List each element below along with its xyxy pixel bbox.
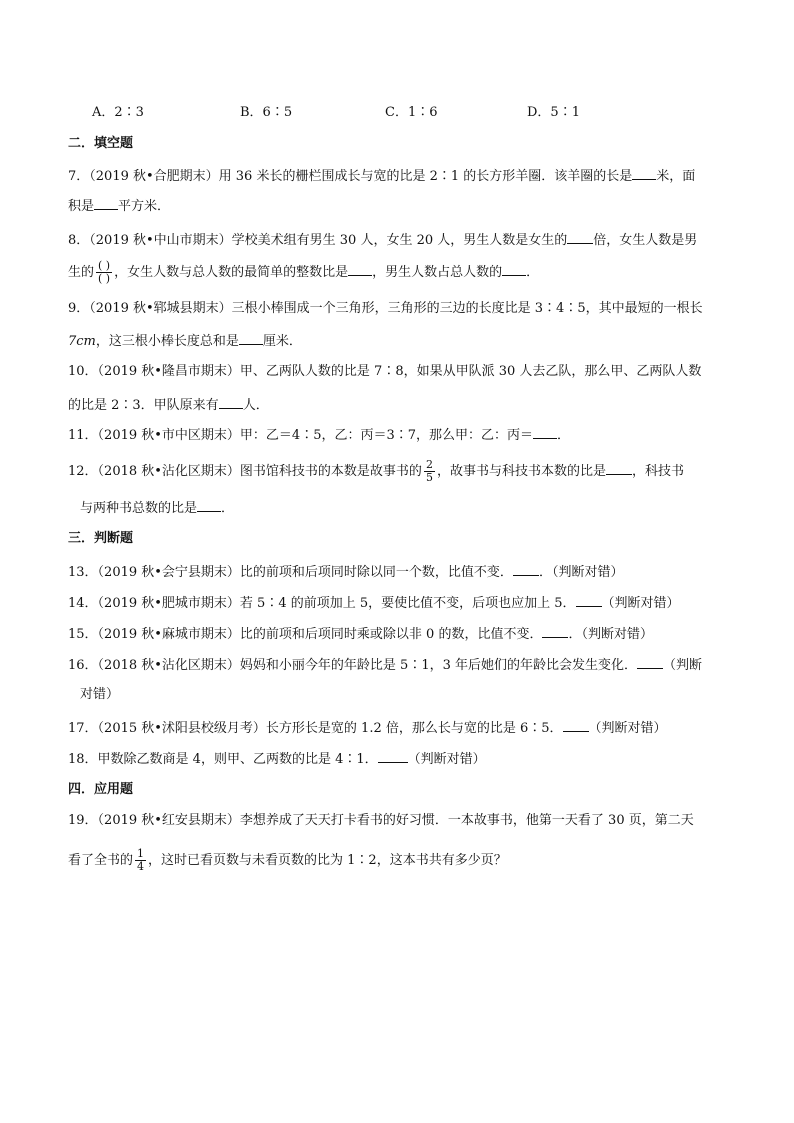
section-fill-heading: 二．填空题 bbox=[68, 136, 134, 151]
question-15 bbox=[68, 623, 653, 645]
q10-text-3: 人． bbox=[242, 398, 269, 413]
q9-text-3: 厘米． bbox=[262, 334, 302, 349]
q15-text: 15．（2019 秋•麻城市期末）比的前项和后项同时乘或除以非 0 的数，比值不变． bbox=[68, 627, 543, 642]
q11-text-2: ． bbox=[557, 428, 571, 443]
q19-text-2: 看了全书的 bbox=[68, 853, 134, 868]
fraction-denominator: 4 bbox=[137, 860, 145, 873]
q9-length: 7cm bbox=[68, 334, 96, 349]
q14-suffix: （判断对错） bbox=[601, 596, 680, 611]
answer-blank[interactable] bbox=[576, 592, 602, 607]
fraction-denominator: 5 bbox=[425, 471, 433, 484]
q12-text-1: 12．（2018 秋•沾化区期末）图书馆科技书的本数是故事书的 bbox=[68, 464, 422, 479]
question-8-line-2 bbox=[68, 260, 539, 285]
q19-text-3: ，这时已看页数与未看页数的比为 1∶2，这本书共有多少页？ bbox=[148, 853, 507, 868]
q12-text-5: ． bbox=[221, 501, 235, 516]
answer-blank[interactable] bbox=[94, 195, 118, 210]
question-16-line-1 bbox=[68, 654, 702, 676]
question-9-line-2 bbox=[68, 330, 302, 352]
section-judge-heading: 三．判断题 bbox=[68, 531, 134, 546]
answer-blank[interactable] bbox=[563, 717, 589, 732]
q8-text-3: 生的 bbox=[68, 265, 95, 280]
q8-text-2: 倍，女生人数是男 bbox=[593, 233, 698, 248]
answer-blank[interactable] bbox=[632, 165, 656, 180]
option-a: A．2∶3 bbox=[92, 105, 144, 120]
q12-text-3: ，科技书 bbox=[631, 464, 684, 479]
answer-blank[interactable] bbox=[533, 424, 557, 439]
fraction-denominator: ( ) bbox=[98, 272, 111, 285]
q12-text-4: 与两种书总数的比是 bbox=[80, 501, 198, 516]
q16-suffix: （判断 bbox=[663, 658, 703, 673]
q18-text: 18．甲数除乙数商是 4，则甲、乙两数的比是 4∶1． bbox=[68, 752, 378, 767]
question-18 bbox=[68, 748, 486, 770]
question-16-line-2: 对错） bbox=[80, 687, 120, 702]
question-11 bbox=[68, 424, 570, 446]
option-c: C．1∶6 bbox=[385, 105, 438, 120]
q12-text-2: ，故事书与科技书本数的比是 bbox=[436, 464, 606, 479]
section-apply-heading: 四．应用题 bbox=[68, 782, 134, 797]
question-17 bbox=[68, 717, 667, 739]
question-19-line-1: 19．（2019 秋•红安县期末）李想养成了天天打卡看书的好习惯．一本故事书，他第一天看了 30 页，第二天 bbox=[68, 813, 694, 828]
question-7-line-1 bbox=[68, 165, 695, 187]
fraction-numerator: 2 bbox=[425, 458, 433, 471]
answer-blank[interactable] bbox=[502, 261, 526, 276]
q7-text-2: 米，面 bbox=[656, 169, 696, 184]
option-b: B．6∶5 bbox=[240, 105, 293, 120]
question-8-line-1 bbox=[68, 229, 697, 251]
q13-suffix: ．（判断对错） bbox=[538, 565, 624, 580]
fraction-one-quarter bbox=[135, 848, 146, 873]
q8-text-5: ，男生人数占总人数的 bbox=[372, 265, 503, 280]
question-14 bbox=[68, 592, 680, 614]
fraction-numerator: 1 bbox=[137, 847, 145, 860]
q9-text-2: ，这三根小棒长度总和是 bbox=[95, 334, 239, 349]
question-9-line-1: 9．（2019 秋•郓城县期末）三根小棒围成一个三角形，三角形的三边的长度比是 3∶4∶5，其中最短的一根长 bbox=[68, 301, 703, 316]
answer-blank[interactable] bbox=[542, 623, 568, 638]
q8-text-1: 8．（2019 秋•中山市期末）学校美术组有男生 30 人，女生 20 人，男生人数是女生的 bbox=[68, 233, 568, 248]
answer-blank[interactable] bbox=[567, 229, 593, 244]
q7-text-3: 积是 bbox=[68, 199, 95, 214]
q18-suffix: （判断对错） bbox=[407, 752, 486, 767]
answer-blank[interactable] bbox=[197, 497, 221, 512]
q8-text-4: ，女生人数与总人数的最简单的整数比是 bbox=[114, 265, 349, 280]
q16-text: 16．（2018 秋•沾化区期末）妈妈和小丽今年的年龄比是 5∶1，3 年后她们的年龄比会发生变化． bbox=[68, 658, 638, 673]
q14-text: 14．（2019 秋•肥城市期末）若 5∶4 的前项加上 5，要使比值不变，后项也应加上 5． bbox=[68, 596, 576, 611]
answer-blank[interactable] bbox=[637, 654, 663, 669]
q13-text: 13．（2019 秋•会宁县期末）比的前项和后项同时除以同一个数，比值不变． bbox=[68, 565, 513, 580]
q15-suffix: ．（判断对错） bbox=[568, 627, 653, 642]
question-10-line-2 bbox=[68, 394, 269, 416]
answer-blank[interactable] bbox=[239, 330, 263, 345]
question-12-line-2 bbox=[80, 497, 234, 519]
question-12-line-1 bbox=[68, 459, 684, 484]
answer-blank[interactable] bbox=[219, 394, 243, 409]
q11-text-1: 11．（2019 秋•市中区期末）甲：乙＝4∶5，乙：丙＝3∶7，那么甲：乙：丙＝ bbox=[68, 428, 534, 443]
answer-blank[interactable] bbox=[378, 748, 408, 763]
q10-text-2: 的比是 2∶3．甲队原来有 bbox=[68, 398, 219, 413]
q8-text-6: ． bbox=[526, 265, 540, 280]
q17-text: 17．（2015 秋•沭阳县校级月考）长方形长是宽的 1.2 倍，那么长与宽的比是 6∶5． bbox=[68, 721, 563, 736]
blank-fraction[interactable] bbox=[96, 260, 112, 285]
answer-blank[interactable] bbox=[513, 561, 539, 576]
question-19-line-2 bbox=[68, 848, 507, 873]
question-10-line-1: 10．（2019 秋•隆昌市期末）甲、乙两队人数的比是 7∶8，如果从甲队派 30 人去乙队，那么甲、乙两队人数 bbox=[68, 364, 702, 379]
question-7-line-2 bbox=[68, 195, 170, 217]
q7-text-4: 平方米． bbox=[118, 199, 171, 214]
fraction-two-fifths bbox=[424, 459, 435, 484]
answer-blank[interactable] bbox=[348, 261, 372, 276]
q17-suffix: （判断对错） bbox=[588, 721, 667, 736]
fraction-numerator: ( ) bbox=[98, 259, 111, 272]
q7-text-1: 7．（2019 秋•合肥期末）用 36 米长的栅栏围成长与宽的比是 2∶1 的长方形羊圈．该羊圈的长是 bbox=[68, 169, 633, 184]
question-13 bbox=[68, 561, 623, 583]
answer-blank[interactable] bbox=[606, 460, 632, 475]
option-d: D．5∶1 bbox=[527, 105, 580, 120]
